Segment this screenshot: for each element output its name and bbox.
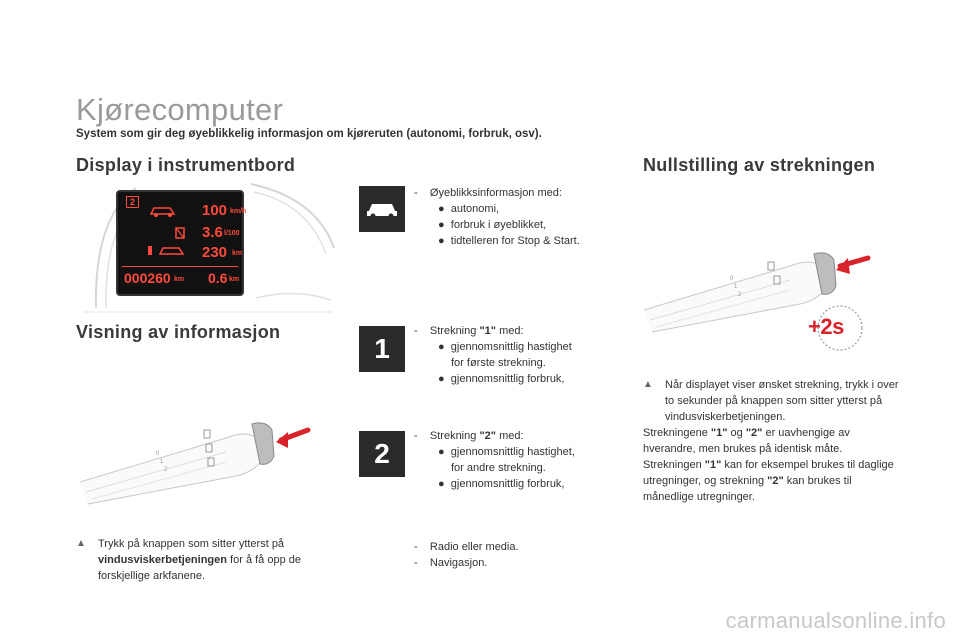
para-text: kan for eksempel brukes til daglige utregninger, og strekning (643, 459, 894, 487)
svg-text:0: 0 (156, 451, 160, 457)
trip-1-number: "1" (479, 325, 496, 337)
speed-value: 100 (202, 202, 228, 219)
trip-1-lead: Strekning (429, 325, 477, 337)
range-unit: km (232, 250, 243, 257)
svg-text:1: 1 (160, 459, 164, 465)
two-second-badge (806, 302, 864, 354)
car-speed-icon (148, 204, 178, 218)
svg-text:0: 0 (730, 276, 734, 282)
consumption-value: 3.6 (202, 224, 223, 241)
page-title: Kjørecomputer (76, 92, 284, 127)
trip-2-lead-end: med: (499, 430, 524, 442)
list-item: gjennomsnittlig forbruk, (450, 373, 565, 385)
watermark: carmanualsonline.info (725, 608, 946, 633)
list-item: tidtelleren for Stop & Start. (450, 235, 580, 247)
dashboard-display (116, 190, 247, 296)
fuel-pump-icon (174, 226, 188, 240)
two-second-label: +2s (808, 314, 844, 339)
para-bold: "2" (767, 475, 784, 487)
arrow-bullet-icon: ▲ (643, 379, 653, 390)
trip-2-number: "2" (479, 430, 496, 442)
svg-text:1: 1 (734, 284, 738, 290)
reset-heading: Nullstilling av strekningen (643, 155, 876, 175)
range-icon (146, 244, 188, 258)
trip-1-icon: 1 (359, 326, 405, 372)
page-subtitle: System som gir deg øyeblikkelig informasjon om kjøreruten (autonomi, forbruk, osv). (76, 128, 542, 140)
car-icon-box (359, 186, 405, 232)
range-value: 230 (202, 244, 228, 261)
list-item-continuation: for andre strekning. (451, 462, 546, 474)
svg-text:2: 2 (738, 292, 742, 298)
instruction-text-end: for å få opp de forskjellige arkfanene. (98, 554, 301, 582)
reset-instruction (643, 377, 905, 425)
list-item: autonomi, (450, 203, 500, 215)
para-bold: "2" (745, 427, 763, 439)
trip-value: 0.6 (208, 270, 228, 286)
display-divider (122, 266, 238, 267)
instruction-text: Trykk på knappen som sitter ytterst på (98, 538, 285, 550)
list-item: gjennomsnittlig hastighet (450, 341, 572, 353)
trip-2-block: - Strekning "2" med: ● gjennomsnittlig hastighet, for andre strekning. ● gjennomsnittlig forbruk, (414, 428, 624, 492)
reset-explanation (643, 425, 905, 505)
left-instruction (76, 536, 346, 584)
para-text: er uavhengige av hverandre, men brukes på identisk måte. (643, 427, 850, 455)
radio-block: - Radio eller media. - Navigasjon. (414, 541, 519, 569)
odometer-unit: km (174, 276, 185, 283)
odometer-value: 000260 (124, 270, 171, 286)
para-text: Strekningen (643, 459, 702, 471)
car-info-lead: Øyeblikksinformasjon med: (429, 187, 562, 199)
trip-2-lead: Strekning (429, 430, 477, 442)
instruction-bold: vindusviskerbetjeningen (98, 554, 227, 566)
para-text: og (730, 427, 743, 439)
consumption-unit: l/100 (224, 230, 240, 237)
reset-instruction-text: Når displayet viser ønsket strekning, trykk i over to sekunder på knappen som sitter ytterst på vindusviskerbetjeningen. (665, 379, 899, 423)
car-icon (365, 199, 399, 219)
svg-text:2: 2 (164, 467, 168, 473)
para-bold: "1" (704, 459, 722, 471)
trip-unit: km (229, 276, 240, 283)
trip-1-block: - Strekning "1" med: ● gjennomsnittlig hastighet for første strekning. ● gjennomsnittlig forbruk, (414, 323, 624, 387)
arrow-bullet-icon: ▲ (76, 538, 86, 549)
trip-number: 2 (126, 196, 139, 208)
list-item: Navigasjon. (429, 557, 488, 569)
trip-2-icon: 2 (359, 431, 405, 477)
para-text: kan brukes til månedlige utregninger. (643, 475, 852, 503)
list-item: Radio eller media. (429, 541, 519, 553)
display-heading: Display i instrumentbord (76, 155, 296, 175)
wiper-stalk-illustration-left (76, 400, 316, 510)
list-item: gjennomsnittlig hastighet, (450, 446, 575, 458)
car-info-block: - Øyeblikksinformasjon med: ● autonomi, ● forbruk i øyeblikket, ● tidtelleren for Stop & Start. (414, 187, 580, 247)
para-text: Strekningene (643, 427, 708, 439)
list-item: forbruk i øyeblikket, (450, 219, 547, 231)
list-item: gjennomsnittlig forbruk, (450, 478, 565, 490)
info-heading: Visning av informasjon (76, 322, 281, 342)
para-bold: "1" (710, 427, 728, 439)
trip-1-lead-end: med: (499, 325, 524, 337)
list-item-continuation: for første strekning. (451, 357, 546, 369)
speed-unit: km/h (230, 208, 247, 215)
